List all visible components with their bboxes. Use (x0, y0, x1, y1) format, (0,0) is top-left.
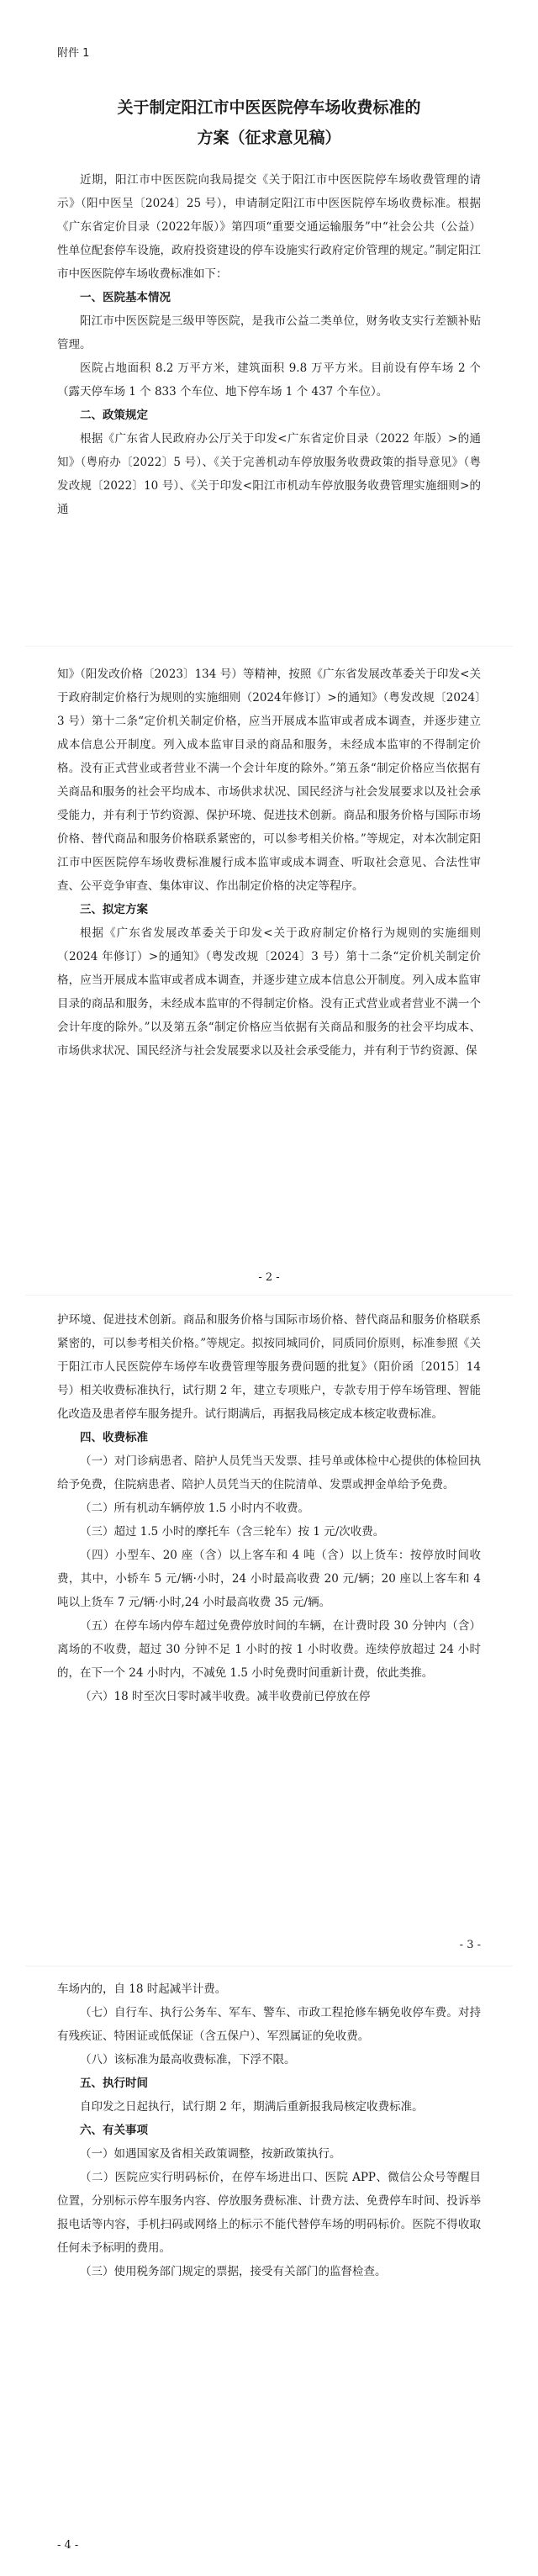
section-1-paragraph-2: 医院占地面积 8.2 万平方米，建筑面积 9.8 万平方米。目前设有停车场 2 个（露天停车场 1 个 833 个车位、地下停车场 1 个 437 个车位）。 (57, 362, 481, 399)
document-title (0, 92, 538, 153)
matters-item-3: （三）使用税务部门规定的票据，接受有关部门的监督检查。 (80, 2265, 387, 2278)
fee-item-1: （一）对门诊病患者、陪护人员凭当天发票、挂号单或体检中心提供的体检回执给予免费，住院病患者、陪护人员凭当天的住院清单、发票或押金单给予免费。 (57, 1454, 481, 1491)
section-5-paragraph-1: 自印发之日起执行，试行期 2 年，期满后重新报我局核定收费标准。 (80, 2100, 424, 2114)
section-heading-2: 二、政策规定 (80, 409, 148, 422)
fee-item-6: （六）18 时至次日零时减半收费。减半收费前已停放在停 (80, 1690, 371, 1703)
fee-item-5: （五）在停车场内停车超过免费停放时间的车辆，在计费时段 30 分钟内（含）离场的不收费，超过 30 分钟不足 1 小时的按 1 小时收费。连续停放超过 24 小时的，在下一个 24 小时内，不减免 1.5 小时免费时间重新计费，依此类推。 (57, 1619, 481, 1680)
section-heading-6: 六、有关事项 (80, 2124, 148, 2137)
intro-paragraph: 近期，阳江市中医医院向我局提交《关于阳江市中医医院停车场收费管理的请示》（阳中医呈〔2024〕25 号），申请制定阳江市中医医院停车场收费标准。根据《广东省定价目录（2022年版）》第四项“重要交通运输服务”中“社会公共（公益）性单位配套停车设施，政府投资建设的停车设施实行政府定价管理的规定。”制定阳江市中医医院停车场收费标准如下： (57, 173, 481, 281)
title-line-1: 关于制定阳江市中医医院停车场收费标准的 (117, 98, 421, 117)
page-2-body (0, 662, 538, 1063)
title-line-2: 方案（征求意见稿） (197, 129, 341, 147)
page-4-body (0, 1977, 538, 2283)
section-heading-1: 一、医院基本情况 (80, 291, 171, 304)
section-heading-4: 四、收费标准 (80, 1431, 148, 1444)
page-number-4: - 4 - (57, 2539, 79, 2552)
page-divider (25, 646, 513, 647)
section-3-paragraph-1: 根据《广东省发展改革委关于印发<关于政府制定价格行为规则的实施细则（2024 年修订）>的通知》（粤发改规〔2024〕3 号）第十二条“定价机关制定价格，应当开展成本监审或者成本调查，并逐步建立成本信息公开制度。列入成本监审目录的商品和服务，未经成本监审的不得制定价格。没有正式营业或者营业不满一个会计年度的除外。”以及第五条“制定价格应当依据有关商品和服务的社会平均成本、市场供求状况、国民经济与社会发展要求以及社会承受能力，并有利于节约资源、保 (57, 926, 481, 1058)
attachment-label: 附件 1 (57, 47, 90, 60)
fee-item-2: （二）所有机动车辆停放 1.5 小时内不收费。 (80, 1502, 310, 1515)
fee-item-3: （三）超过 1.5 小时的摩托车（含三轮车）按 1 元/次收费。 (80, 1525, 385, 1539)
page-number-2: - 2 - (258, 1271, 280, 1284)
section-heading-3: 三、拟定方案 (80, 903, 148, 916)
fee-item-7: （七）自行车、执行公务车、军车、警车、市政工程抢修车辆免收停车费。对持有残疾证、特困证或低保证（含五保户）、军烈属证的免收费。 (57, 2006, 481, 2043)
page-divider (25, 1295, 513, 1296)
section-heading-5: 五、执行时间 (80, 2077, 148, 2090)
page-number-3: - 3 - (459, 1939, 481, 1951)
fee-item-4: （四）小型车、20 座（含）以上客车和 4 吨（含）以上货车：按停放时间收费，其中，小轿车 5 元/辆·小时，24 小时最高收费 20 元/辆；20 座以上客车和 4 吨以上货车 7 元/辆·小时,24 小时最高收费 35 元/辆。 (57, 1549, 481, 1609)
matters-item-2: （二）医院应实行明码标价，在停车场进出口、医院 APP、微信公众号等醒目位置，分别标示停车服务内容、停放服务费标准、计费方法、免费停车时间、投诉举报电话等内容，手机扫码或网络上的标示不能代替停车场的明码标价。医院不得收取任何未予标明的费用。 (57, 2171, 481, 2255)
section-2-continued: 知》（阳发改价格〔2023〕134 号）等精神，按照《广东省发展改革委关于印发<关于政府制定价格行为规则的实施细则（2024年修订）>的通知》（粤发改规〔2024〕3 号）第十二条“定价机关制定价格，应当开展成本监审或者成本调查，并逐步建立成本信息公开制度。列入成本监审目录的商品和服务，未经成本监审的不得制定价格。没有正式营业或者营业不满一个会计年度的除外。”第五条“制定价格应当依据有关商品和服务的社会平均成本、市场供求状况、国民经济与社会发展要求以及社会承受能力，并有利于节约资源、保护环境、促进技术创新。商品和服务价格与国际市场价格、替代商品和服务价格联系紧密的，可以参考相关价格。”等规定，对本次制定阳江市中医医院停车场收费标准履行成本监审或成本调查、听取社会意见、合法性审查、公平竞争审查、集体审议、作出制定价格的决定等程序。 (57, 668, 481, 893)
page-3-body (0, 1308, 538, 1708)
fee-item-6-continued: 车场内的，自 18 时起减半计费。 (57, 1982, 227, 1996)
page-1-body (0, 168, 538, 521)
section-3-continued: 护环境、促进技术创新。商品和服务价格与国际市场价格、替代商品和服务价格联系紧密的，可以参考相关价格。”等规定。拟按同城同价，同质同价原则，标准参照《关于阳江市人民医院停车场停车收费管理等服务费问题的批复》（阳价函〔2015〕14 号）相关收费标准执行，试行期 2 年，建立专项账户，专款专用于停车场管理、智能化改造及患者停车服务提升。试行期满后，再据我局核定成本核定收费标准。 (57, 1313, 481, 1421)
fee-item-8: （八）该标准为最高收费标准，下浮不限。 (80, 2053, 296, 2067)
matters-item-1: （一）如遇国家及省相关政策调整，按新政策执行。 (80, 2147, 341, 2161)
section-1-paragraph-1: 阳江市中医医院是三级甲等医院，是我市公益二类单位，财务收支实行差额补贴管理。 (57, 314, 481, 351)
section-2-paragraph-1: 根据《广东省人民政府办公厅关于印发<广东省定价目录（2022 年版）>的通知》（粤府办〔2022〕5 号）、《关于完善机动车停放服务收费政策的指导意见》（粤发改规〔2022〕10 号）、《关于印发<阳江市机动车停放服务收费管理实施细则>的通 (57, 432, 481, 516)
